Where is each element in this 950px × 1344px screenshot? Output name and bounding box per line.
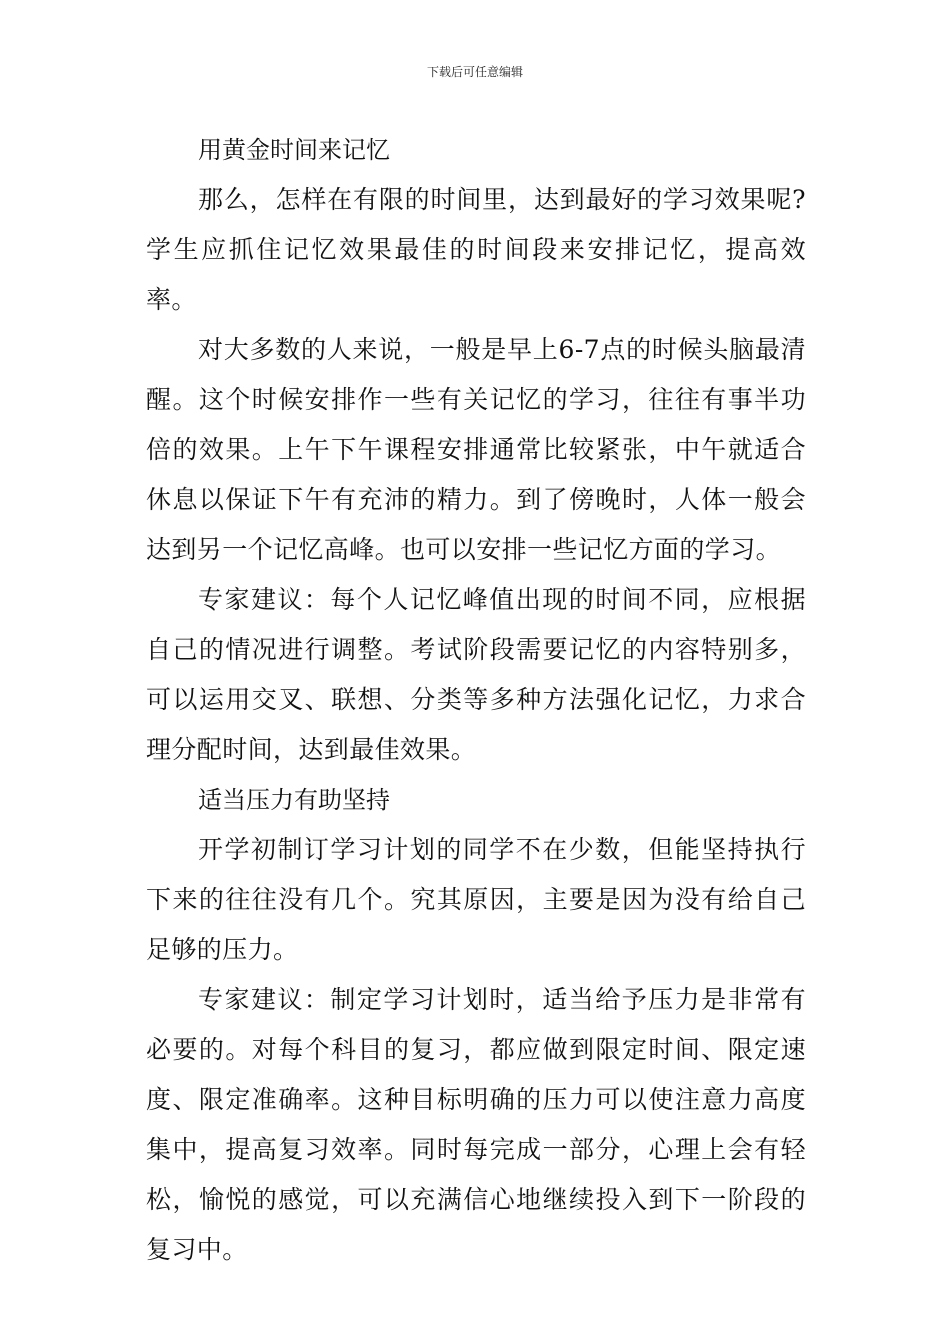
paragraph-expert-advice-memory: 专家建议：每个人记忆峰值出现的时间不同，应根据自己的情况进行调整。考试阶段需要记忆的内容特别多，可以运用交叉、联想、分类等多种方法强化记忆，力求合理分配时间，达到最佳效果。 (146, 585, 806, 764)
document-body (146, 125, 806, 1275)
page-header-note: 下载后可任意编辑 (426, 65, 523, 79)
paragraph-expert-advice-pressure: 专家建议：制定学习计划时，适当给予压力是非常有必要的。对每个科目的复习，都应做到限定时间、限定速度、限定准确率。这种目标明确的压力可以使注意力高度集中，提高复习效率。同时每完成一部分，心理上会有轻松，愉悦的感觉，可以充满信心地继续投入到下一阶段的复习中。 (146, 985, 806, 1264)
paragraph-intro-question: 那么，怎样在有限的时间里，达到最好的学习效果呢?学生应抓住记忆效果最佳的时间段来安排记忆，提高效率。 (146, 185, 806, 314)
paragraph-daily-schedule: 对大多数的人来说，一般是早上6-7点的时候头脑最清醒。这个时候安排作一些有关记忆的学习，往往有事半功倍的效果。上午下午课程安排通常比较紧张，中午就适合休息以保证下午有充沛的精力。到了傍晚时，人体一般会达到另一个记忆高峰。也可以安排一些记忆方面的学习。 (146, 335, 806, 564)
paragraph-study-plan: 开学初制订学习计划的同学不在少数，但能坚持执行下来的往往没有几个。究其原因，主要是因为没有给自己足够的压力。 (146, 835, 806, 964)
section-heading-golden-time: 用黄金时间来记忆 (198, 136, 390, 164)
section-heading-pressure: 适当压力有助坚持 (198, 786, 390, 814)
